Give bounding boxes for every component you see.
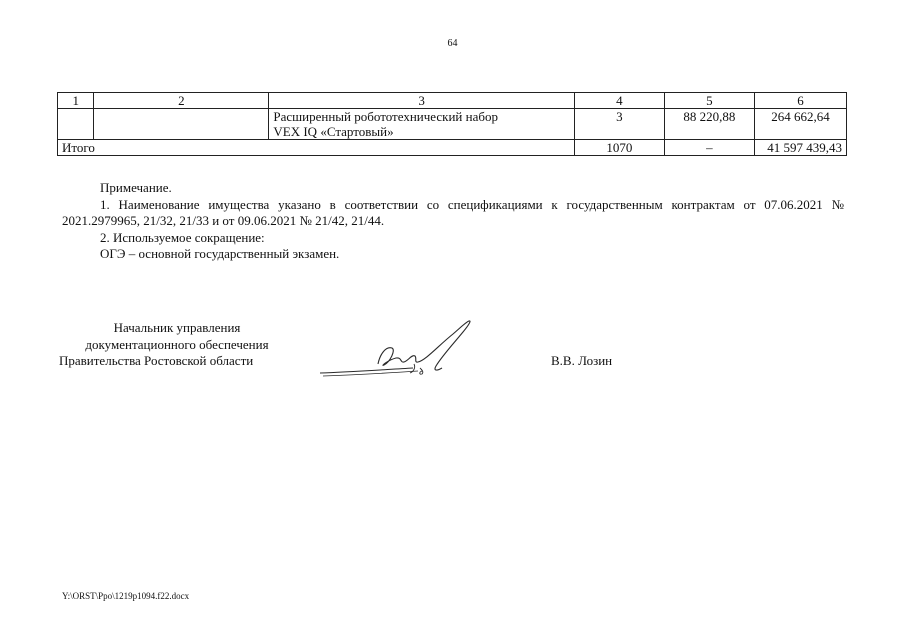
row-cell-name <box>94 109 269 140</box>
notes-item-3: ОГЭ – основной государственный экзамен. <box>100 246 340 261</box>
notes-item-1: 1. Наименование имущества указано в соответствии со спецификациями к государственным контрактам от 07.06.2021 № 2021.2979965, 21/32, 21/33 и от 09.06.2021 № 21/42, 21/44. <box>62 196 844 228</box>
item-name-line2: VEX IQ «Стартовый» <box>273 124 394 139</box>
notes-heading: Примечание. <box>100 180 172 195</box>
total-quantity: 1070 <box>574 140 664 156</box>
specification-table <box>57 92 847 156</box>
row-cell-total: 264 662,64 <box>754 109 846 140</box>
item-name-line1: Расширенный робототехнический набор <box>273 109 498 124</box>
signatory-title-line3: Правительства Ростовской области <box>59 353 254 368</box>
row-cell-item <box>269 109 574 140</box>
table-row <box>58 109 847 140</box>
header-cell-1: 1 <box>58 93 94 109</box>
notes-section <box>62 180 844 263</box>
row-cell-price: 88 220,88 <box>664 109 754 140</box>
row-cell-quantity: 3 <box>574 109 664 140</box>
page-number: 64 <box>447 38 458 49</box>
header-cell-2: 2 <box>94 93 269 109</box>
header-cell-3: 3 <box>269 93 574 109</box>
file-path-footer: Y:\ORST\Ppo\1219p1094.f22.docx <box>62 591 190 601</box>
signatory-name: В.В. Лозин <box>551 353 613 368</box>
notes-item-2: 2. Используемое сокращение: <box>100 229 265 245</box>
total-sum: 41 597 439,43 <box>754 140 846 156</box>
row-cell-number <box>58 109 94 140</box>
total-label: Итого <box>58 140 575 156</box>
signatory-title-line1: Начальник управления <box>113 320 241 335</box>
table-total-row <box>58 140 847 156</box>
signatory-title <box>57 320 297 370</box>
signatory-title-line2: документационного обеспечения <box>85 336 269 352</box>
header-cell-4: 4 <box>574 93 664 109</box>
header-cell-5: 5 <box>664 93 754 109</box>
total-price: – <box>664 140 754 156</box>
header-cell-6: 6 <box>754 93 846 109</box>
table-header-row <box>58 93 847 109</box>
handwritten-signature <box>318 316 478 378</box>
